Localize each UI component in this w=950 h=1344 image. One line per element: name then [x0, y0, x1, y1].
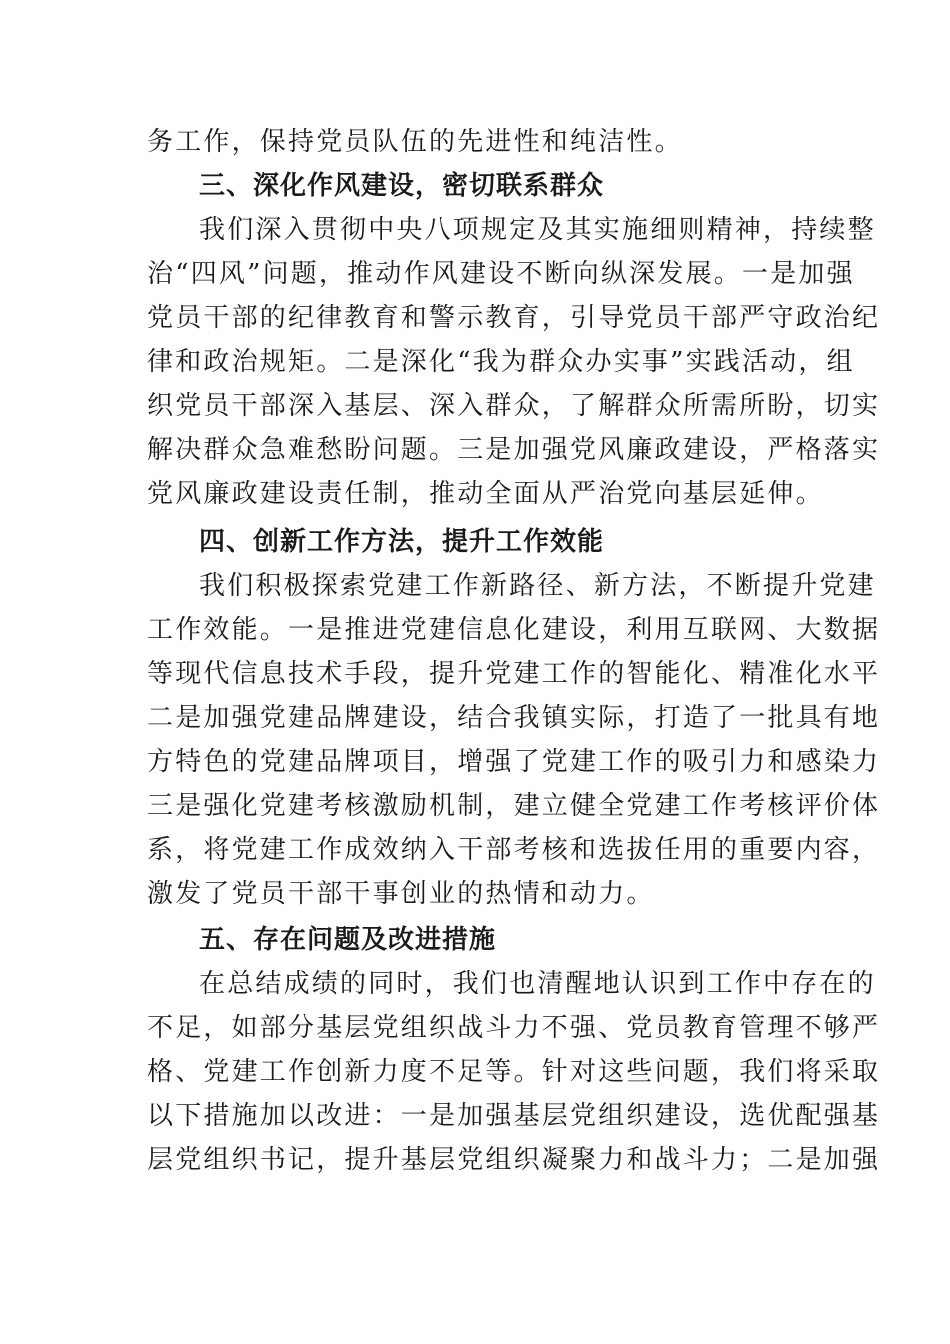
- paragraph-line: 党风廉政建设责任制，推动全面从严治党向基层延伸。: [147, 479, 824, 509]
- paragraph-line: 三是强化党建考核激励机制，建立健全党建工作考核评价体: [147, 791, 881, 821]
- paragraph-line: 方特色的党建品牌项目，增强了党建工作的吸引力和感染力: [147, 747, 881, 777]
- section-heading-5: 五、存在问题及改进措施: [199, 925, 497, 955]
- paragraph-line: 激发了党员干部干事创业的热情和动力。: [147, 879, 655, 909]
- paragraph-line: 以下措施加以改进：一是加强基层党组织建设，选优配强基: [147, 1101, 881, 1131]
- paragraph-line: 在总结成绩的同时，我们也清醒地认识到工作中存在的: [199, 969, 876, 999]
- paragraph-line: 等现代信息技术手段，提升党建工作的智能化、精准化水平: [147, 659, 881, 689]
- section-heading-3: 三、深化作风建设，密切联系群众: [199, 171, 605, 201]
- paragraph-line: 系，将党建工作成效纳入干部考核和选拔任用的重要内容，: [147, 835, 881, 865]
- paragraph-line: 不足，如部分基层党组织战斗力不强、党员教育管理不够严: [147, 1013, 881, 1043]
- paragraph-line: 格、党建工作创新力度不足等。针对这些问题，我们将采取: [147, 1057, 881, 1087]
- paragraph-line: 二是加强党建品牌建设，结合我镇实际，打造了一批具有地: [147, 703, 881, 733]
- paragraph-line: 律和政治规矩。二是深化“我为群众办实事”实践活动，组: [147, 347, 855, 377]
- paragraph-line: 工作效能。一是推进党建信息化建设，利用互联网、大数据: [147, 615, 881, 645]
- paragraph-line: 我们深入贯彻中央八项规定及其实施细则精神，持续整: [199, 215, 876, 245]
- paragraph-line: 我们积极探索党建工作新路径、新方法，不断提升党建: [199, 571, 876, 601]
- paragraph-line: 织党员干部深入基层、深入群众，了解群众所需所盼，切实: [147, 391, 881, 421]
- section-heading-4: 四、创新工作方法，提升工作效能: [199, 527, 605, 557]
- paragraph-line: 治“四风”问题，推动作风建设不断向纵深发展。一是加强: [147, 259, 855, 289]
- paragraph-line: 务工作，保持党员队伍的先进性和纯洁性。: [147, 127, 683, 157]
- paragraph-line: 层党组织书记，提升基层党组织凝聚力和战斗力；二是加强: [147, 1145, 881, 1175]
- paragraph-line: 解决群众急难愁盼问题。三是加强党风廉政建设，严格落实: [147, 435, 881, 465]
- paragraph-line: 党员干部的纪律教育和警示教育，引导党员干部严守政治纪: [147, 303, 881, 333]
